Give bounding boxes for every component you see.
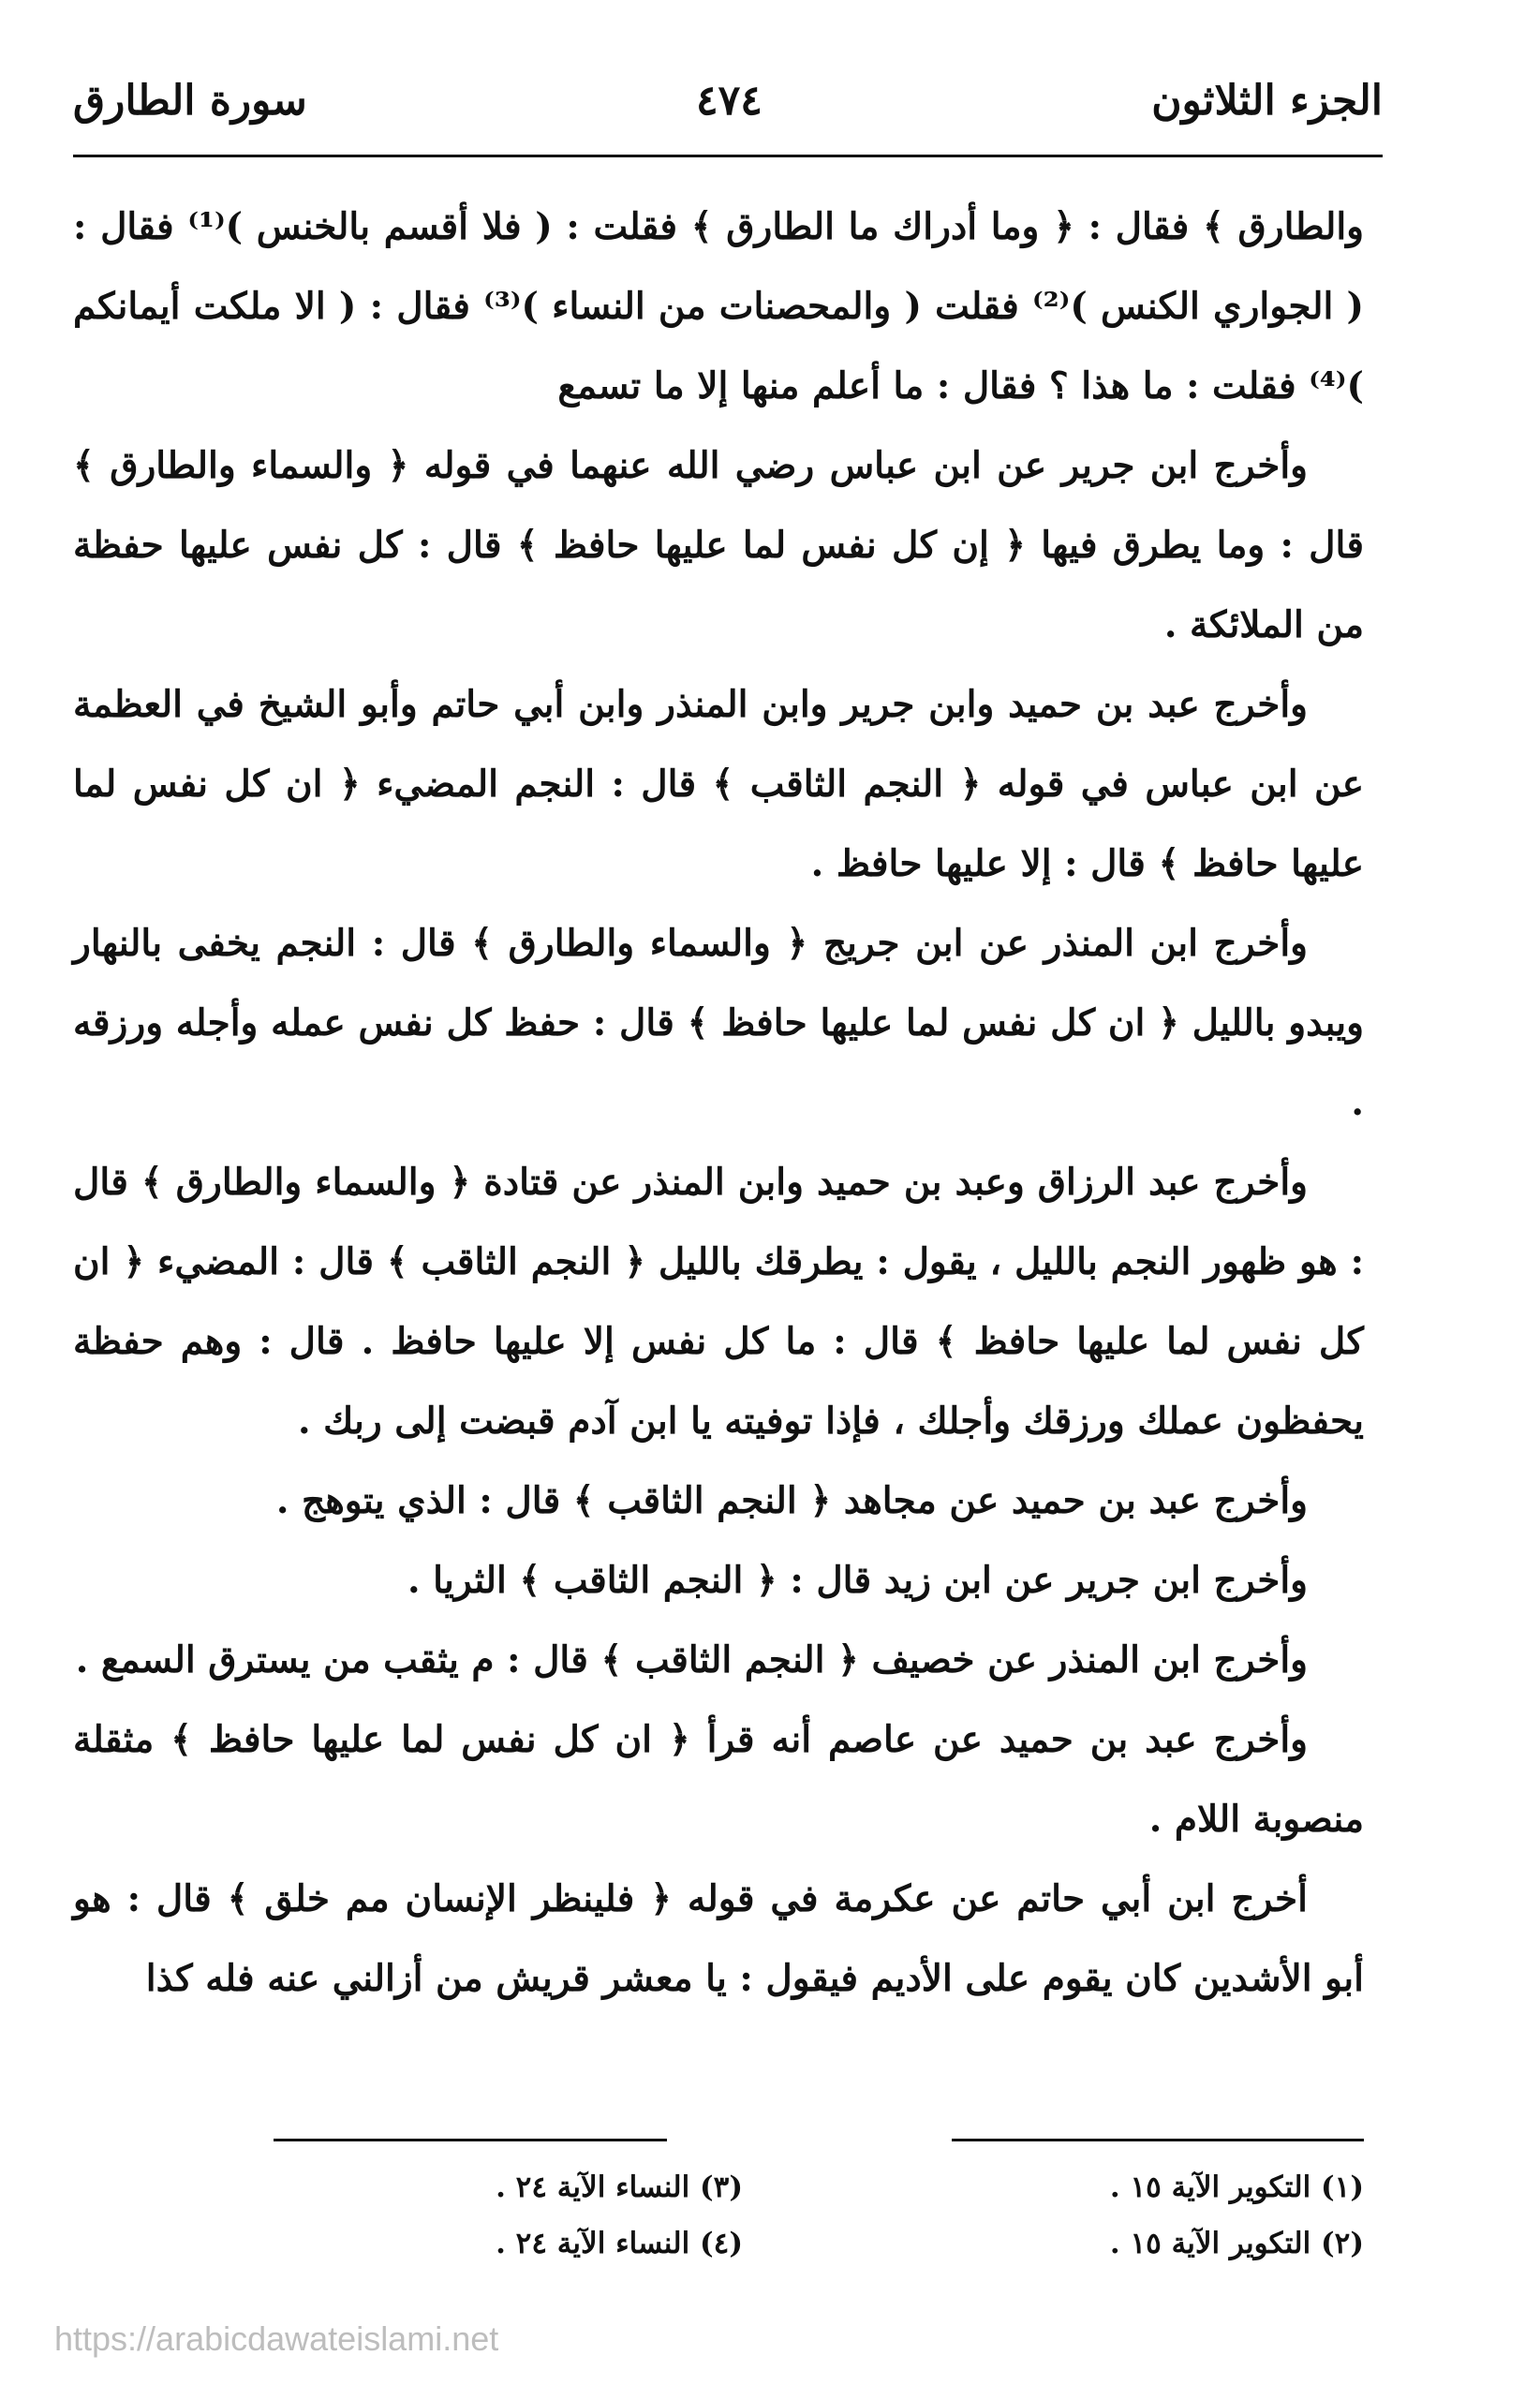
page-number: ٤٧٤ xyxy=(696,76,763,125)
paragraph: وأخرج عبد بن حميد عن مجاهد ﴿ النجم الثاقب ﴾ قال : الذي يتوهج . xyxy=(275,1479,1308,1522)
paragraph: وأخرج عبد بن حميد وابن جرير وابن المنذر وابن أبي حاتم وأبو الشيخ في العظمة عن ابن عباس في قوله ﴿ النجم الثاقب ﴾ قال : النجم المضيء ﴿ ان كل نفس لما عليها حافظ ﴾ قال : إلا عليها حافظ . xyxy=(73,683,1364,885)
paragraph: أخرج ابن أبي حاتم عن عكرمة في قوله ﴿ فلينظر الإنسان مم خلق ﴾ قال : هو أبو الأشدين كان يقوم على الأديم فيقول : يا معشر قريش من أزالني عنه فله كذا xyxy=(73,1877,1364,2000)
watermark-url: https://arabicdawateislami.net xyxy=(54,2319,499,2358)
header-divider xyxy=(73,155,1383,157)
paragraph: وأخرج ابن جرير عن ابن عباس رضي الله عنهما في قوله ﴿ والسماء والطارق ﴾ قال : وما يطرق فيها ﴿ إن كل نفس لما عليها حافظ ﴾ قال : كل نفس عليها حفظة من الملائكة . xyxy=(73,444,1364,646)
surah-title: سورة الطارق xyxy=(73,76,307,125)
paragraph: وأخرج ابن المنذر عن ابن جريج ﴿ والسماء والطارق ﴾ قال : النجم يخفى بالنهار ويبدو بالليل ﴿ ان كل نفس لما عليها حافظ ﴾ قال : حفظ كل نفس عمله وأجله ورزقه . xyxy=(73,922,1364,1124)
part-title: الجزء الثلاثون xyxy=(1151,76,1383,125)
paragraph: والطارق ﴾ فقال : ﴿ وما أدراك ما الطارق ﴾ فقلت : ( فلا أقسم بالخنس )⁽¹⁾ فقال : ( الجواري الكنس )⁽²⁾ فقلت ( والمحصنات من النساء )⁽³⁾ فقال : ( الا ملكت أيمانكم )⁽⁴⁾ فقلت : ما هذا ؟ فقال : ما أعلم منها إلا ما تسمع xyxy=(73,205,1364,407)
paragraph: وأخرج ابن المنذر عن خصيف ﴿ النجم الثاقب ﴾ قال : م يثقب من يسترق السمع . xyxy=(75,1638,1308,1681)
paragraph: وأخرج عبد بن حميد عن عاصم أنه قرأ ﴿ ان كل نفس لما عليها حافظ ﴾ مثقلة منصوبة اللام . xyxy=(73,1718,1364,1841)
paragraph: وأخرج عبد الرزاق وعبد بن حميد وابن المنذر عن قتادة ﴿ والسماء والطارق ﴾ قال : هو ظهور النجم بالليل ، يقول : يطرقك بالليل ﴿ النجم الثاقب ﴾ قال : المضيء ﴿ ان كل نفس لما عليها حافظ ﴾ قال : ما كل نفس إلا عليها حافظ . قال : وهم حفظة يحفظون عملك ورزقك وأجلك ، فإذا توفيته يا ابن آدم قبضت إلى ربك . xyxy=(73,1161,1364,1443)
page-header xyxy=(73,58,1383,142)
footnote: (٣) النساء الآية ٢٤ . xyxy=(496,2170,743,2204)
footnotes xyxy=(122,2159,1364,2272)
footnote: (٤) النساء الآية ٢٤ . xyxy=(496,2227,743,2260)
footnote-divider-right xyxy=(952,2139,1364,2141)
footnote-divider-left xyxy=(274,2139,667,2141)
footnote: (٢) التكوير الآية ١٥ . xyxy=(1109,2227,1364,2260)
footnote: (١) التكوير الآية ١٥ . xyxy=(1109,2170,1364,2204)
main-text xyxy=(73,187,1364,2019)
paragraph: وأخرج ابن جرير عن ابن زيد قال : ﴿ النجم الثاقب ﴾ الثريا . xyxy=(407,1559,1308,1602)
